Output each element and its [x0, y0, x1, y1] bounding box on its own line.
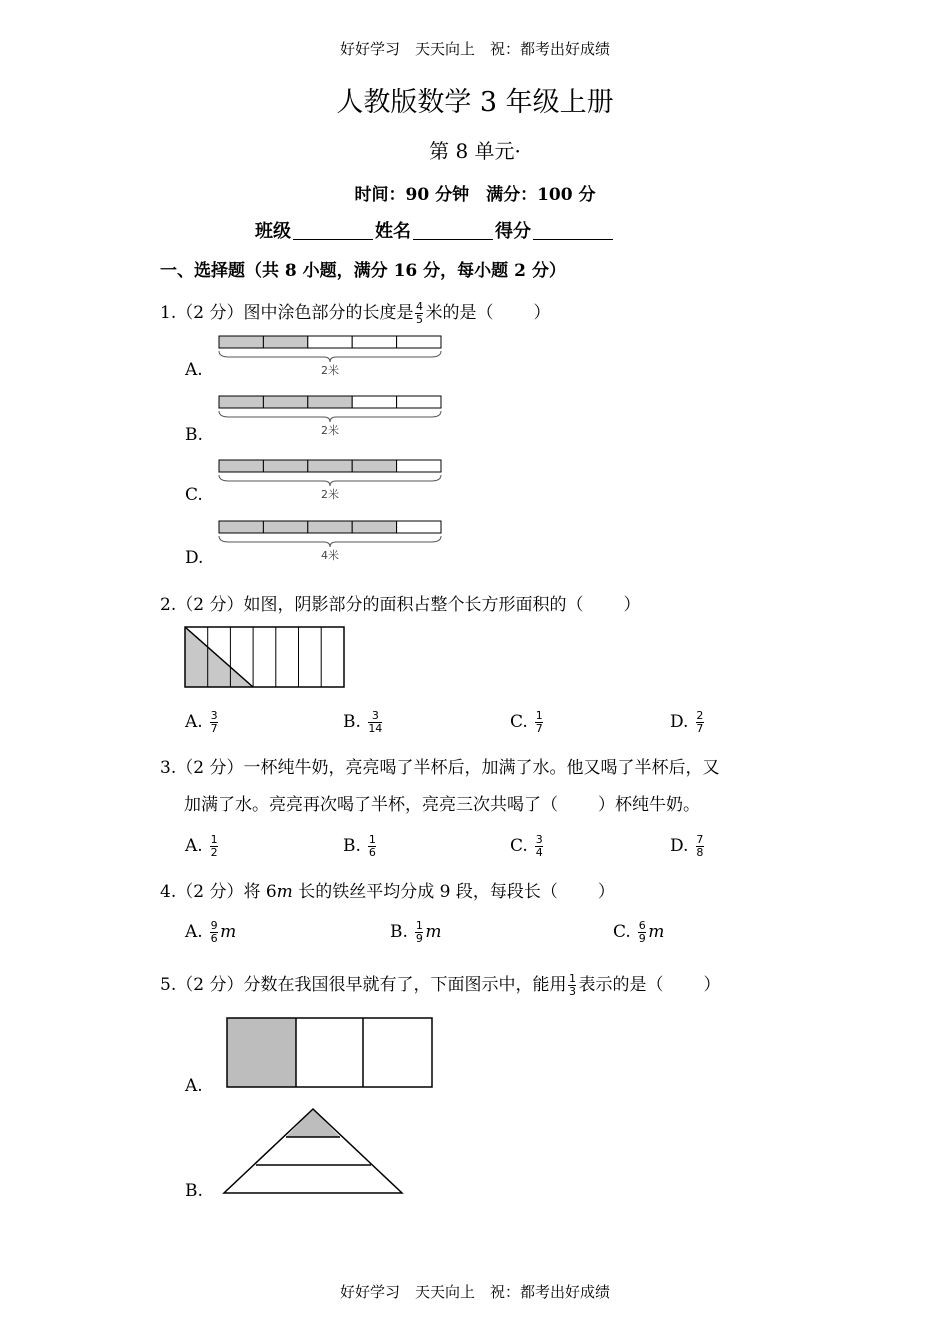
- q1-brace: [219, 351, 441, 362]
- page-title: 人教版数学 3 年级上册: [336, 87, 614, 118]
- q1-shaded-segment: [308, 460, 352, 472]
- q1-shaded-segment: [263, 460, 307, 472]
- q3-option-b[interactable]: B. $\frac{1}{6}$: [343, 833, 376, 859]
- time-line: 时间：90 分钟 满分：100 分: [354, 185, 596, 205]
- name-label: 姓名: [375, 221, 411, 242]
- q2-option-c[interactable]: C. $\frac{1}{7}$: [510, 709, 543, 735]
- q1-total-length-label: 4米: [321, 549, 339, 562]
- q1-total-length-label: 2米: [321, 488, 339, 501]
- class-label: 班级: [255, 221, 291, 242]
- q1-c-bar: [219, 460, 441, 501]
- q1-brace: [219, 536, 441, 547]
- q3-option-c[interactable]: C. $\frac{3}{4}$: [510, 833, 543, 859]
- q1-option-c-label[interactable]: C.: [185, 485, 203, 505]
- page-header: 好好学习 天天向上 祝：都考出好成绩: [339, 40, 610, 58]
- q1-d-bar: [219, 521, 441, 562]
- score-blank[interactable]: [533, 223, 613, 240]
- question-3-line-2: 加满了水。亮亮再次喝了半杯，亮亮三次共喝了（ ）杯纯牛奶。: [184, 795, 700, 815]
- q1-option-d-label[interactable]: D.: [185, 548, 204, 568]
- page-footer: 好好学习 天天向上 祝：都考出好成绩: [339, 1283, 610, 1301]
- q1-shaded-segment: [308, 396, 352, 408]
- q1-b-bar: [219, 396, 441, 437]
- q5-option-b-label[interactable]: B.: [185, 1181, 203, 1201]
- q1-option-b-figure: [215, 393, 450, 441]
- question-4: 4.（2 分）将 6m 长的铁丝平均分成 9 段，每段长（ ）: [160, 882, 615, 902]
- question-2: [160, 590, 640, 615]
- q1-empty-segment: [397, 396, 441, 408]
- q1-shaded-segment: [263, 336, 307, 348]
- q1-brace: [219, 475, 441, 486]
- q4-option-c[interactable]: C. $\frac{6}{9}$ m: [613, 919, 665, 945]
- unit-title: 第 8 单元·: [429, 139, 521, 163]
- q2-rectangle-figure: [183, 625, 346, 690]
- q1-empty-segment: [397, 521, 441, 533]
- q5-a-shaded-part: [227, 1018, 296, 1087]
- q1-frac-den: 5: [415, 313, 423, 326]
- question-5: 5.（2 分）分数在我国很早就有了，下面图示中，能用 $\frac{1}{3}$ 表示的是（ ）: [160, 972, 721, 998]
- q3-option-d[interactable]: D. $\frac{7}{8}$: [670, 833, 704, 859]
- q1-shaded-segment: [219, 460, 263, 472]
- q1-shaded-segment: [308, 521, 352, 533]
- q1-fraction: [415, 301, 423, 326]
- q1-total-length-label: 2米: [321, 364, 339, 377]
- question-1: [160, 298, 550, 326]
- section-heading: 一、选择题（共 8 小题，满分 16 分，每小题 2 分）: [160, 261, 566, 281]
- score-label: 得分: [495, 221, 531, 242]
- q2-option-a[interactable]: A. $\frac{3}{7}$: [185, 709, 218, 735]
- q3-option-a[interactable]: A. $\frac{1}{2}$: [185, 833, 218, 859]
- q4-option-b[interactable]: B. $\frac{1}{9}$ m: [390, 919, 442, 945]
- q5-option-b-figure: [222, 1107, 406, 1195]
- q1-close: ）: [533, 303, 551, 323]
- q5-b-shaded-part: [286, 1109, 340, 1137]
- q4-option-a[interactable]: A. $\frac{9}{6}$ m: [185, 919, 237, 945]
- q1-empty-segment: [352, 396, 396, 408]
- q1-option-b-label[interactable]: B.: [185, 425, 203, 445]
- q1-brace: [219, 411, 441, 422]
- q5-option-a-label[interactable]: A.: [185, 1076, 203, 1096]
- q1-option-a-label[interactable]: A.: [185, 360, 203, 380]
- q1-text: 1.（2 分）图中涂色部分的长度是: [160, 303, 414, 323]
- q1-shaded-segment: [263, 396, 307, 408]
- q1-option-a-figure: [215, 333, 450, 379]
- q2-text: 2.（2 分）如图，阴影部分的面积占整个长方形面积的（: [160, 595, 584, 615]
- q1-empty-segment: [397, 460, 441, 472]
- q1-empty-segment: [352, 336, 396, 348]
- question-3-line-1: 3.（2 分）一杯纯牛奶，亮亮喝了半杯后，加满了水。他又喝了半杯后，又: [160, 758, 720, 778]
- q1-a-bar: [219, 336, 441, 377]
- q1-shaded-segment: [219, 336, 263, 348]
- q1-shaded-segment: [352, 521, 396, 533]
- q1-shaded-segment: [219, 521, 263, 533]
- q5-option-a-figure: [225, 1016, 435, 1090]
- q1-suffix: 米的是（: [425, 303, 494, 323]
- q1-empty-segment: [397, 336, 441, 348]
- q1-total-length-label: 2米: [321, 424, 339, 437]
- q1-option-d-figure: [215, 518, 450, 566]
- class-blank[interactable]: [293, 223, 373, 240]
- q2-option-b[interactable]: B. $\frac{3}{14}$: [343, 709, 383, 735]
- q2-option-d[interactable]: D. $\frac{2}{7}$: [670, 709, 704, 735]
- q1-shaded-segment: [352, 460, 396, 472]
- q1-frac-num: 4: [415, 300, 423, 313]
- q1-shaded-segment: [263, 521, 307, 533]
- name-blank[interactable]: [413, 223, 493, 240]
- q2-close: ）: [623, 595, 641, 615]
- q1-shaded-segment: [219, 396, 263, 408]
- student-info: [255, 217, 615, 243]
- q1-option-c-figure: [215, 457, 450, 505]
- q1-empty-segment: [308, 336, 352, 348]
